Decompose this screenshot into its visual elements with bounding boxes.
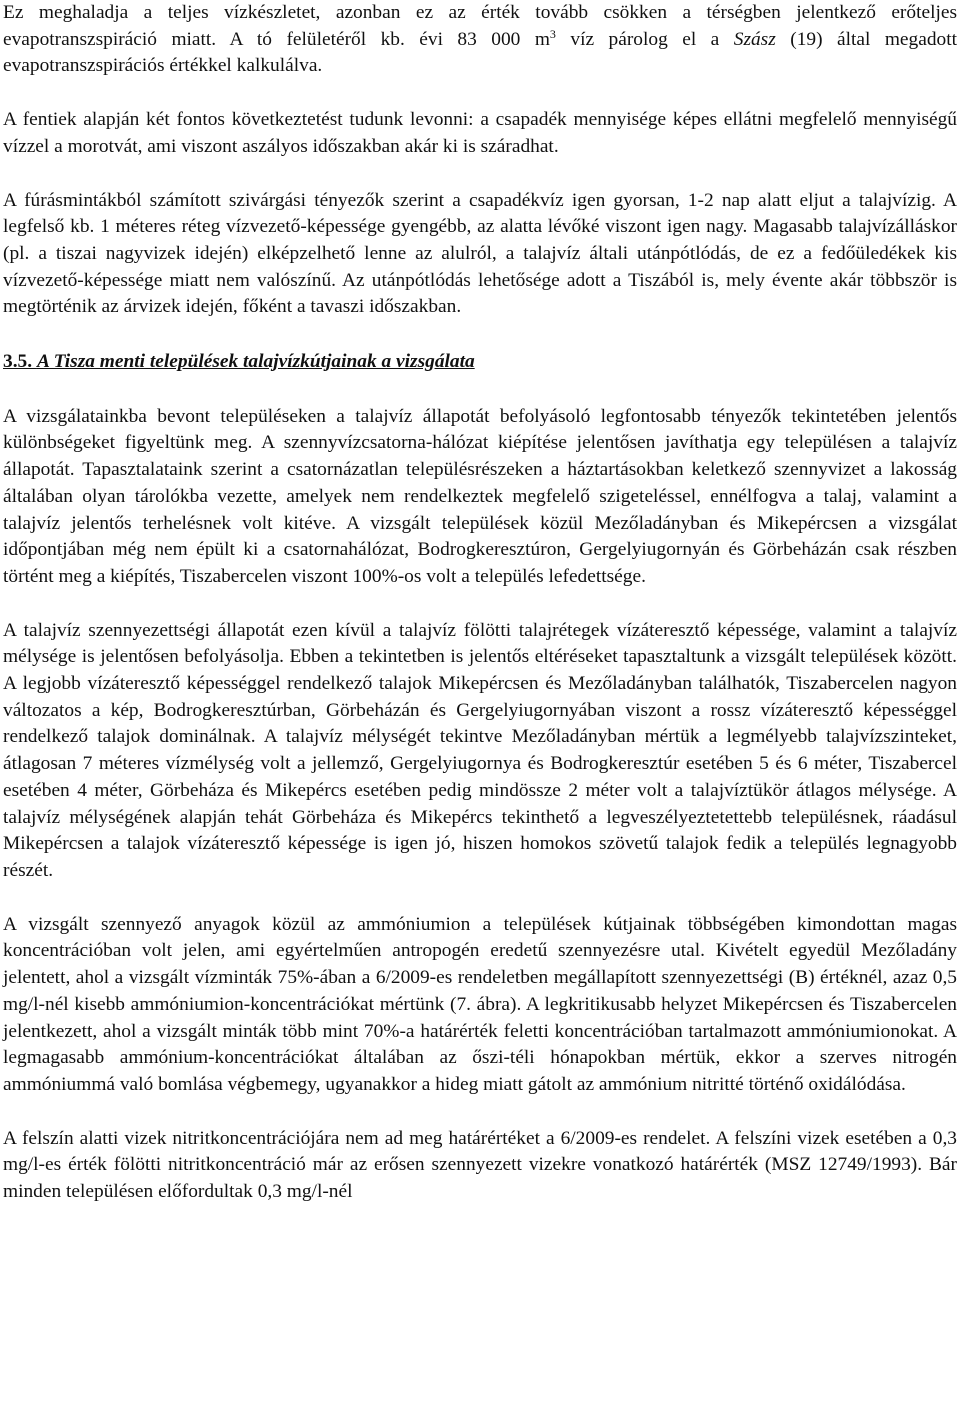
cited-author: Szász — [733, 28, 776, 50]
document-page — [3, 0, 957, 1206]
paragraph-conclusions: A fentiek alapján két fontos következtetést tudunk levonni: a csapadék mennyisége képes ellátni megfelelő mennyiségű vízzel a morotvát, ami viszont aszályos időszakban akár ki is száradhat. — [3, 109, 957, 157]
paragraph-soil-permeability: A talajvíz szennyezettségi állapotát ezen kívül a talajvíz fölötti talajrétegek vízáteresztő képessége, valamint a talajvíz mélysége is jelentősen befolyásolja. Ebben a tekintetben is jelentős eltéréseket tapasztaltunk a vizsgált települések között. A legjobb vízáteresztő képességgel rendelkező talajok Mikepércsen és Mezőladányban találhatók, Tiszabercelen nagyon változatos a kép, Bodrogkeresztúrban, Görbeházán és Gergelyiugornyában viszont a rossz vízáteresztő képességgel rendelkező talajok dominálnak. A talajvíz mélységét tekintve Mezőladányban mértük a legmélyebb talajvízszinteket, átlagosan 7 méteres vízmélység volt a jellemző, Gergelyiugornya és Bodrogkeresztúr esetében 5 és 6 méter, Tiszabercel esetében 4 méter, Görbeháza és Mikepércs esetében pedig mindössze 2 méter volt a talajvíztükör átlagos mélysége. A talajvíz mélységének alapján tehát Görbeháza és Mikepércs tekinthető a legveszélyeztetettebb településnek, ráadásul Mikepércsen a talajok vízáteresztő képessége is igen jó, hiszen homokos szövetű talajok fedik a település legnagyobb részét. — [3, 619, 957, 881]
paragraph-text: víz párolog el a — [555, 28, 734, 50]
paragraph-text: (19) által megadott evapotranszspirációs értékkel kalkulálva. — [3, 28, 957, 77]
section-title: A Tisza menti települések talajvízkútjainak a vizsgálata — [36, 351, 475, 373]
paragraph-nitrite: A felszín alatti vizek nitritkoncentrációjára nem ad meg határértéket a 6/2009-es rendelet. A felszíni vizek esetében a 0,3 mg/l-es érték fölötti nitritkoncentráció már az erősen szennyezett vizekre vonatkozó határérték (MSZ 12749/1993). Bár minden településen előfordultak 0,3 mg/l-nél — [3, 1127, 957, 1203]
paragraph-infiltration: A fúrásmintákból számított szivárgási tényezők szerint a csapadékvíz igen gyorsan, 1-2 nap alatt eljut a talajvízig. A legfelső kb. 1 méteres réteg vízvezető-képessége gyengébb, az alatta lévőké viszont igen nagy. Magasabb talajvízálláskor (pl. a tiszai nagyvizek idején) elképzelhető lenne az alulról, a talajvíz általi utánpótlódás, de ez a fedőüledékek kis vízvezető-képessége miatt nem valószínű. Az utánpótlódás lehetősége adott a Tiszából is, mely évente akár többször is megtörténik az árvizek idején, főként a tavaszi időszakban. — [3, 189, 957, 318]
paragraph-text: Ez meghaladja a teljes vízkészletet, azonban ez az érték tovább csökken a térségben jelentkező erőteljes evapotranszspiráció miatt. A tó felületéről kb. évi 83 000 m — [3, 2, 957, 50]
paragraph-ammonium: A vizsgált szennyező anyagok közül az ammóniumion a települések kútjainak többségében kimondottan magas koncentrációban volt jelen, ami egyértelműen antropogén eredetű szennyezésre utal. Kivételt egyedül Mezőladány jelentett, ahol a vizsgált vízminták 75%-ában a 6/2009-es rendeletben megállapított szennyezettségi (B) értéknél, azaz 0,5 mg/l-nél kisebb ammóniumion-koncentrációkat mértünk (7. ábra). A legkritikusabb helyzet Mikepércsen és Tiszabercelen jelentkezett, ahol a vizsgált minták több mint 70%-a határérték feletti koncentrációban tartalmazott ammóniumionokat. A legmagasabb ammónium-koncentrációkat általában az őszi-téli hónapokban mértük, ekkor a szerves nitrogén ammóniummá való bomlása végbemegy, ugyanakkor a hideg miatt gátolt az ammónium nitritté történő oxidálódása. — [3, 913, 957, 1095]
paragraph-evapotranspiration — [3, 0, 957, 80]
paragraph-sewer-network: A vizsgálatainkba bevont településeken a talajvíz állapotát befolyásoló legfontosabb tényezők tekintetében jelentős különbségeket figyeltünk meg. A szennyvízcsatorna-hálózat kiépítése jelentősen javíthatja egy településen a talajvíz állapotát. Tapasztalataink szerint a csatornázatlan településrészeken a háztartásokban keletkező szennyvizet a lakosság általában olyan tárolókba vezette, amelyek nem rendelkeztek megfelelő szigeteléssel, ennélfogva a talaj, valamint a talajvíz jelentős terhelésnek volt kitéve. A vizsgált települések közül Mezőladányban és Mikepércsen a vizsgálat időpontjában még nem épült ki a csatornahálózat, Bodrogkeresztúron, Gergelyiugornyán és Görbeházán csak részben történt meg a kiépítés, Tiszabercelen viszont 100%-os volt a település lefedettsége. — [3, 405, 957, 587]
section-heading — [3, 349, 957, 376]
superscript-exponent: 3 — [549, 26, 556, 41]
section-number: 3.5. — [3, 351, 37, 373]
